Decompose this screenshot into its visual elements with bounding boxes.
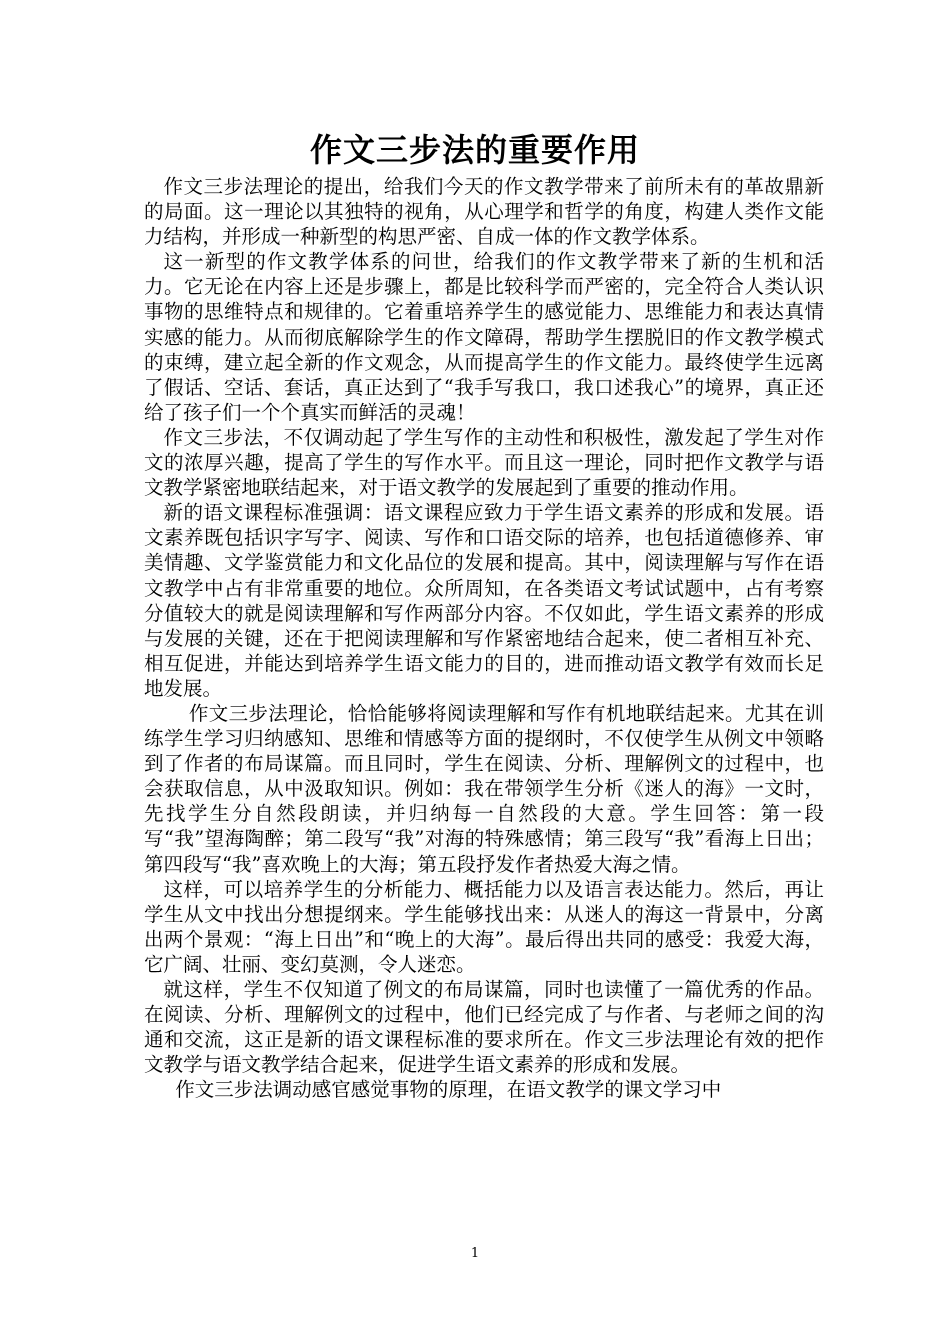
paragraph: 作文三步法，不仅调动起了学生写作的主动性和积极性，激发起了学生对作文的浓厚兴趣，提高了学生的写作水平。而且这一理论，同时把作文教学与语文教学紧密地联结起来，对于语文教学的发展起到了重要的推动作用。 (144, 425, 824, 500)
page-title: 作文三步法的重要作用 (309, 131, 640, 169)
paragraph: 这样，可以培养学生的分析能力、概括能力以及语言表达能力。然后，再让学生从文中找出分想提纲来。学生能够找出来：从迷人的海这一背景中，分离出两个景观：“海上日出”和“晚上的大海”。最后得出共同的感受：我爱大海，它广阔、壮丽、变幻莫测，令人迷恋。 (144, 877, 824, 976)
page-number: 1 (470, 1246, 480, 1261)
paragraph: 就这样，学生不仅知道了例文的布局谋篇，同时也读懂了一篇优秀的作品。在阅读、分析、理解例文的过程中，他们已经完成了与作者、与老师之间的沟通和交流，这正是新的语文课程标准的要求所在。作文三步法理论有效的把作文教学与语文教学结合起来，促进学生语文素养的形成和发展。 (144, 978, 824, 1077)
article-body (144, 174, 824, 1102)
paragraph: 作文三步法理论的提出，给我们今天的作文教学带来了前所未有的革故鼎新的局面。这一理论以其独特的视角，从心理学和哲学的角度，构建人类作文能力结构，并形成一种新型的构思严密、自成一体的作文教学体系。 (144, 175, 824, 249)
paragraph: 新的语文课程标准强调：语文课程应致力于学生语文素养的形成和发展。语文素养既包括识字写字、阅读、写作和口语交际的培养，也包括道德修养、审美情趣、文学鉴赏能力和文化品位的发展和提高。其中，阅读理解与写作在语文教学中占有非常重要的地位。众所周知，在各类语文考试试题中，占有考察分值较大的就是阅读理解和写作两部分内容。不仅如此，学生语文素养的形成与发展的关键，还在于把阅读理解和写作紧密地结合起来，使二者相互补充、相互促进，并能达到培养学生语文能力的目的，进而推动语文教学有效而长足地发展。 (144, 501, 824, 700)
paragraph: 作文三步法理论，恰恰能够将阅读理解和写作有机地联结起来。尤其在训练学生学习归纳感知、思维和情感等方面的提纲时，不仅使学生从例文中领略到了作者的布局谋篇。而且同时，学生在阅读、分析、理解例文的过程中，也会获取信息，从中汲取知识。例如：我在带领学生分析《迷人的海》一文时，先找学生分自然段朗读，并归纳每一自然段的大意。学生回答：第一段写“我”望海陶醉；第二段写“我”对海的特殊感情；第三段写“我”看海上日出；第四段写“我”喜欢晚上的大海；第五段抒发作者热爱大海之情。 (144, 701, 824, 876)
paragraph: 这一新型的作文教学体系的问世，给我们的作文教学带来了新的生机和活力。它无论在内容上还是步骤上，都是比较科学而严密的，完全符合人类认识事物的思维特点和规律的。它着重培养学生的感觉能力、思维能力和表达真情实感的能力。从而彻底解除学生的作文障碍，帮助学生摆脱旧的作文教学模式的束缚，建立起全新的作文观念，从而提高学生的作文能力。最终使学生远离了假话、空话、套话，真正达到了“我手写我口，我口述我心”的境界，真正还给了孩子们一个个真实而鲜活的灵魂！ (144, 250, 824, 424)
paragraph: 作文三步法调动感官感觉事物的原理，在语文教学的课文学习中 (175, 1078, 722, 1102)
